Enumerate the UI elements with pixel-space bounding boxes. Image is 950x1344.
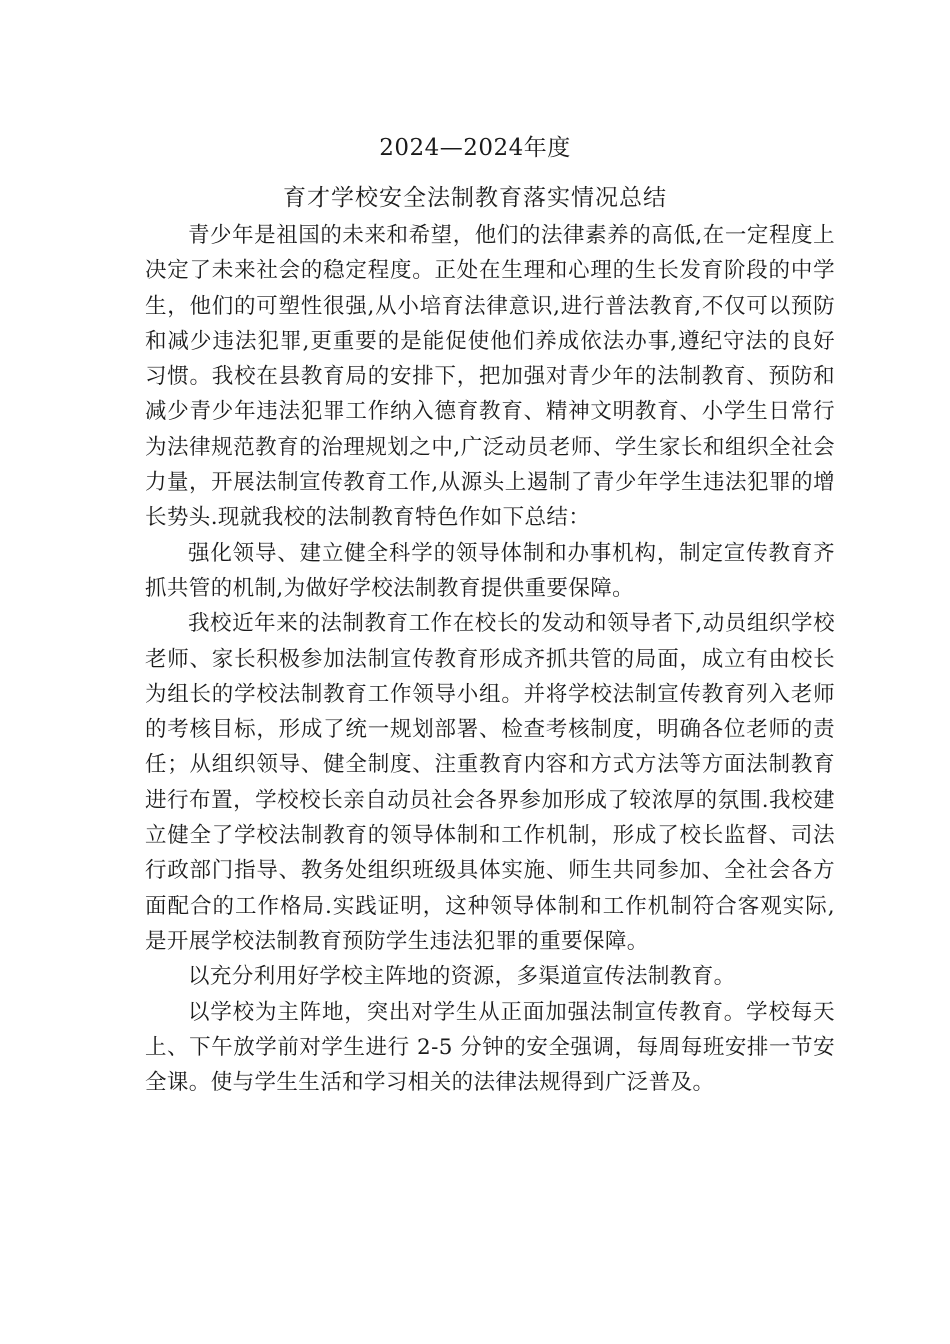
paragraph-leadership-detail: 我校近年来的法制教育工作在校长的发动和领导者下,动员组织学校老师、家长积极参加法制宣传教育形成齐抓共管的局面，成立有由校长为组长的学校法制教育工作领导小组。并将学校法制宣传教育列入老师的考核目标，形成了统一规划部署、检查考核制度，明确各位老师的责任；从组织领导、健全制度、注重教育内容和方式方法等方面法制教育进行布置，学校校长亲自动员社会各界参加形成了较浓厚的氛围.我校建立健全了学校法制教育的领导体制和工作机制，形成了校长监督、司法行政部门指导、教务处组织班级具体实施、师生共同参加、全社会各方面配合的工作格局.实践证明，这种领导体制和工作机制符合客观实际,是开展学校法制教育预防学生违法犯罪的重要保障。 (145, 611, 835, 954)
paragraph-leadership: 强化领导、建立健全科学的领导体制和办事机构，制定宣传教育齐抓共管的机制,为做好学校法制教育提供重要保障。 (145, 540, 835, 601)
document-year-heading: 2024—2024年度 (379, 135, 571, 161)
paragraph-resources: 以充分利用好学校主阵地的资源，多渠道宣传法制教育。 (188, 964, 736, 990)
document-title: 育才学校安全法制教育落实情况总结 (283, 185, 667, 211)
paragraph-intro: 青少年是祖国的未来和希望，他们的法律素养的高低,在一定程度上决定了未来社会的稳定程度。正处在生理和心理的生长发育阶段的中学生，他们的可塑性很强,从小培育法律意识,进行普法教育,不仅可以预防和减少违法犯罪,更重要的是能促使他们养成依法办事,遵纪守法的良好习惯。我校在县教育局的安排下，把加强对青少年的法制教育、预防和减少青少年违法犯罪工作纳入德育教育、精神文明教育、小学生日常行为法律规范教育的治理规划之中,广泛动员老师、学生家长和组织全社会力量，开展法制宣传教育工作,从源头上遏制了青少年学生违法犯罪的增长势头.现就我校的法制教育特色作如下总结： (145, 223, 835, 531)
document-body (145, 218, 835, 1100)
paragraph-school-front: 以学校为主阵地，突出对学生从正面加强法制宣传教育。学校每天上、下午放学前对学生进行 2-5 分钟的安全强调，每周每班安排一节安全课。使与学生生活和学习相关的法律法规得到广泛普及。 (145, 999, 835, 1096)
